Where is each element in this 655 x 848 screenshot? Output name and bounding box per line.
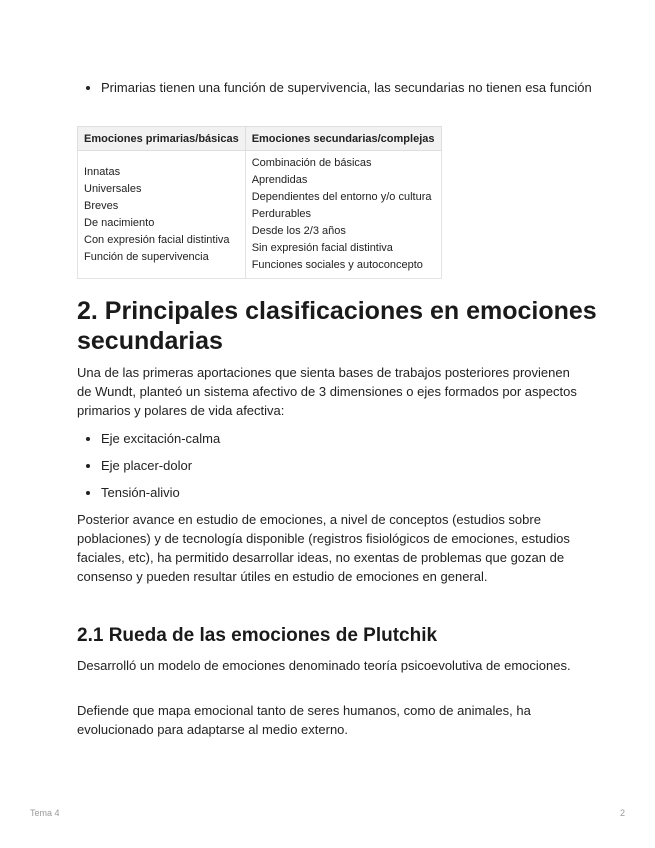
section-2-1-paragraph-2: Defiende que mapa emocional tanto de seres humanos, como de animales, ha evolucionado para adaptarse al medio externo.	[77, 703, 531, 737]
wundt-axes-list	[77, 429, 581, 510]
table-cell-line: Desde los 2/3 años	[251, 225, 346, 237]
column-header-primary: Emociones primarias/básicas	[78, 127, 246, 151]
table-cell-line: Aprendidas	[251, 174, 308, 186]
table-cell-line: Dependientes del entorno y/o cultura	[251, 191, 432, 203]
section-2-1-paragraph-1: Desarrolló un modelo de emociones denominado teoría psicoevolutiva de emociones.	[77, 658, 571, 673]
section-2-heading: 2. Principales clasificaciones en emociones secundarias	[77, 297, 597, 355]
table-cell-line: Sin expresión facial distintiva	[251, 242, 393, 254]
table-header-row	[78, 127, 442, 151]
section-2-1-heading: 2.1 Rueda de las emociones de Plutchik	[77, 625, 438, 646]
emotions-comparison-table	[77, 126, 442, 279]
table-cell-line: De nacimiento	[84, 216, 155, 229]
table-cell-line: Función de supervivencia	[84, 250, 209, 263]
table-row	[78, 151, 442, 279]
footer-page-number: 2	[620, 808, 626, 818]
column-header-secondary: Emociones secundarias/complejas	[245, 127, 441, 151]
secondary-cell	[245, 151, 441, 279]
list-item: • Primarias tienen una función de supervivencia, las secundarias no tienen esa función	[101, 78, 601, 97]
top-bullet-list	[77, 78, 601, 97]
table-cell-line: Con expresión facial distintiva	[84, 233, 230, 246]
table-cell-line: Funciones sociales y autoconcepto	[251, 259, 423, 271]
table-cell-line: Combinación de básicas	[251, 157, 372, 169]
table-cell-line: Perdurables	[251, 208, 312, 220]
table-cell-line: Breves	[84, 199, 119, 212]
list-item: • Tensión-alivio	[101, 483, 581, 502]
primary-cell	[78, 151, 246, 279]
section-2-intro: Una de las primeras aportaciones que sienta bases de trabajos posteriores provienen de Wundt, planteó un sistema afectivo de 3 dimensiones o ejes formados por aspectos primarios y polares de vida afectiva:	[77, 365, 577, 418]
footer-topic-label: Tema 4	[30, 808, 60, 818]
list-item: • Eje placer-dolor	[101, 456, 581, 475]
list-item: • Eje excitación-calma	[101, 429, 581, 448]
section-2-paragraph: Posterior avance en estudio de emociones, a nivel de conceptos (estudios sobre poblaciones) y de tecnología disponible (registros fisiológicos de emociones, estudios faciales, etc), ha permitido desarrollar ideas, no exentas de problemas que gozan de consenso y pueden resultar útiles en estudio de emociones en general.	[77, 512, 570, 584]
table-cell-line: Innatas	[84, 165, 121, 178]
table-cell-line: Universales	[84, 182, 142, 195]
